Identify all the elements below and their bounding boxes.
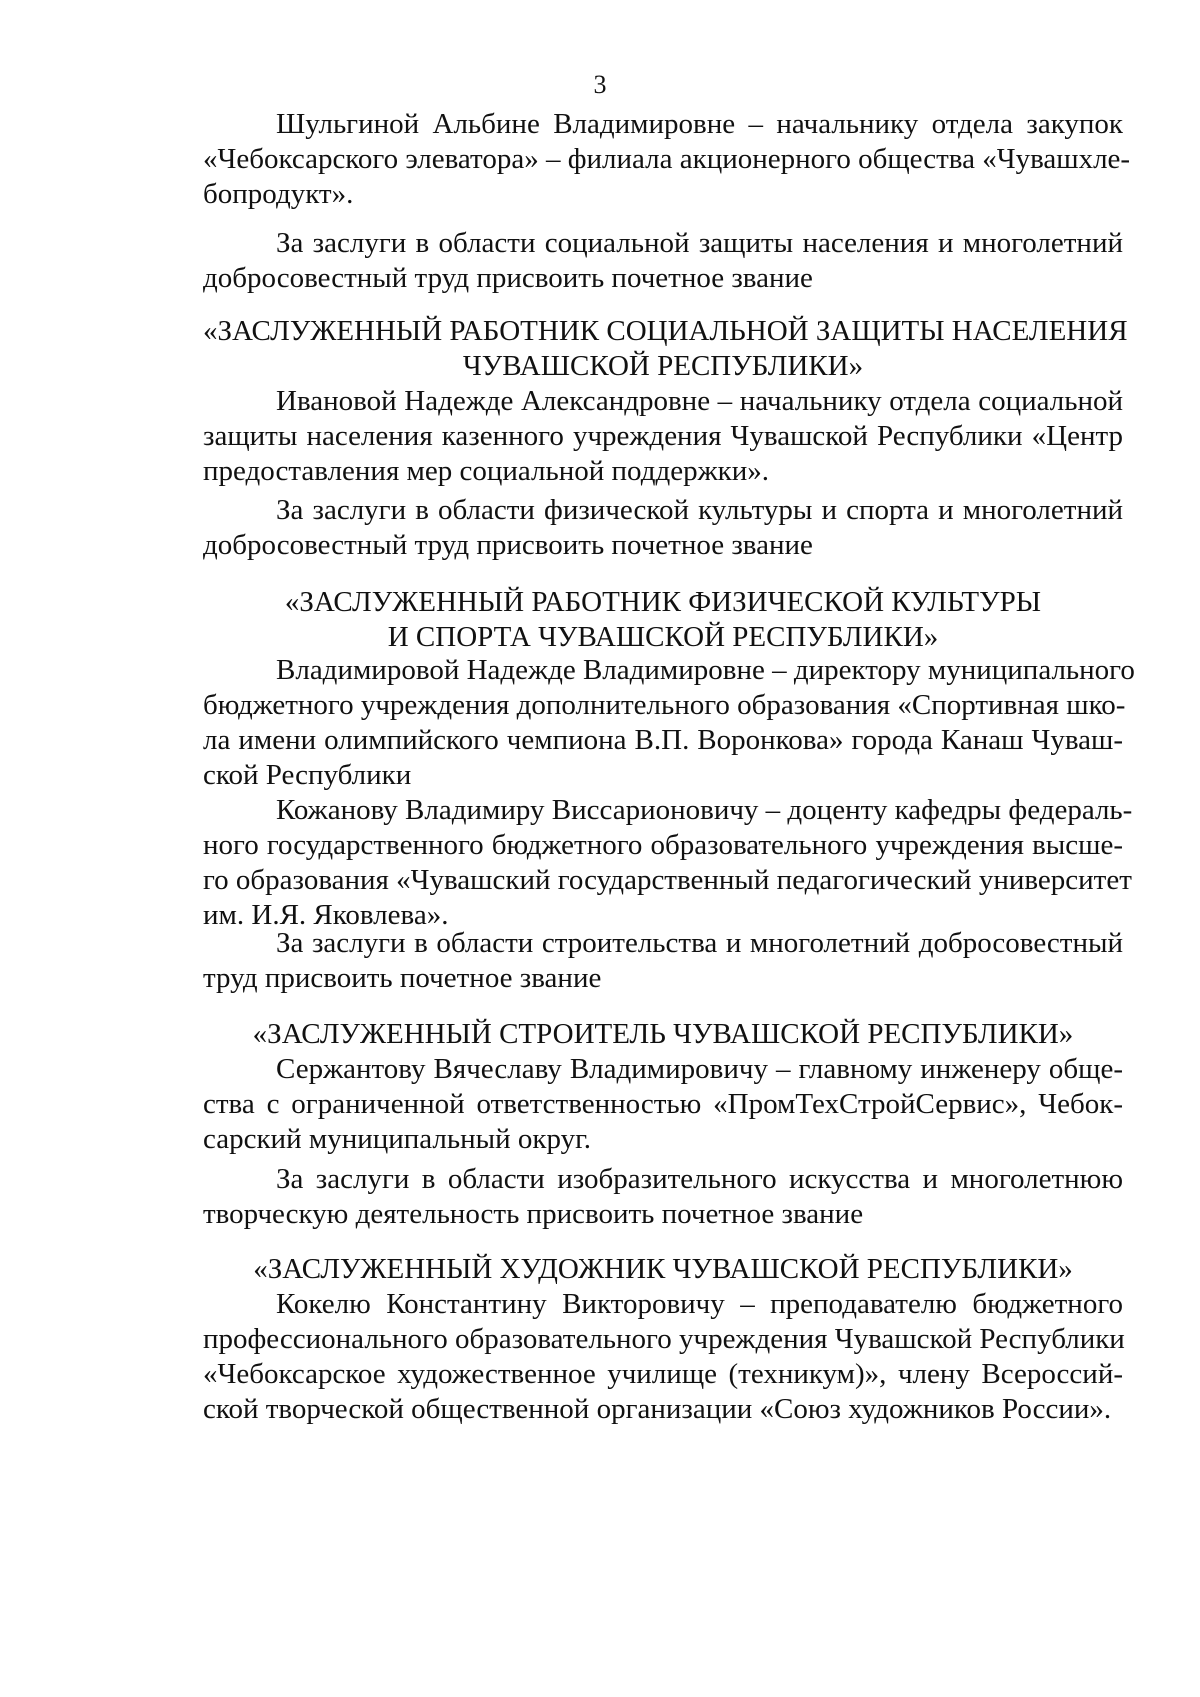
text-line: ного государственного бюджетного образовательного учреждения высше- [203, 829, 1123, 861]
text-line: защиты населения казенного учреждения Чувашской Республики «Центр [203, 420, 1123, 452]
title-line: «ЗАСЛУЖЕННЫЙ РАБОТНИК ФИЗИЧЕСКОЙ КУЛЬТУРЫ [284, 586, 1042, 618]
text-line: ства с ограниченной ответственностью «ПромТехСтройСервис», Чебок- [203, 1088, 1123, 1120]
title-line: «ЗАСЛУЖЕННЫЙ СТРОИТЕЛЬ ЧУВАШСКОЙ РЕСПУБЛИКИ» [252, 1018, 1074, 1050]
text-line: бюджетного учреждения дополнительного образования «Спортивная шко- [203, 689, 1126, 721]
paragraph-ivanova [203, 384, 1123, 489]
title-builder [203, 1017, 1123, 1052]
text-line: За заслуги в области социальной защиты населения и многолетний [276, 227, 1123, 259]
paragraph-award-intro-art [203, 1162, 1123, 1232]
title-line: И СПОРТА ЧУВАШСКОЙ РЕСПУБЛИКИ» [387, 621, 939, 653]
text-line: сарский муниципальный округ. [203, 1123, 591, 1155]
title-line: ЧУВАШСКОЙ РЕСПУБЛИКИ» [462, 350, 864, 382]
paragraph-vladimirova [203, 653, 1135, 793]
text-line: За заслуги в области изобразительного искусства и многолетнюю [276, 1163, 1123, 1195]
text-line: добросовестный труд присвоить почетное звание [203, 262, 813, 294]
paragraph-award-intro-sport [203, 493, 1123, 563]
page-number: 3 [593, 70, 607, 99]
text-line: За заслуги в области физической культуры и спорта и многолетний [276, 494, 1123, 526]
title-line: «ЗАСЛУЖЕННЫЙ РАБОТНИК СОЦИАЛЬНОЙ ЗАЩИТЫ НАСЕЛЕНИЯ [203, 315, 1128, 347]
title-artist [203, 1252, 1123, 1287]
text-line: труд присвоить почетное звание [203, 962, 602, 994]
text-line: ской Республики [203, 759, 412, 791]
text-line: Ивановой Надежде Александровне – начальнику отдела социальной [276, 385, 1123, 417]
text-line: добросовестный труд присвоить почетное звание [203, 529, 813, 561]
text-line: «Чебоксарское художественное училище (техникум)», члену Всероссий- [203, 1358, 1123, 1390]
text-line: Кожанову Владимиру Виссарионовичу – доценту кафедры федераль- [276, 794, 1133, 826]
text-line: ской творческой общественной организации «Союз художников России». [203, 1393, 1112, 1425]
text-line: им. И.Я. Яковлева». [203, 899, 449, 931]
title-sport [203, 585, 1123, 655]
paragraph-award-intro-construction [203, 926, 1123, 996]
paragraph-kokel [203, 1287, 1123, 1427]
title-social-protection [203, 314, 1128, 384]
paragraph-kozhanov [203, 793, 1133, 933]
paragraph-award-intro-social [203, 226, 1123, 296]
text-line: профессионального образовательного учреждения Чувашской Республики [203, 1323, 1125, 1355]
text-line: предоставления мер социальной поддержки». [203, 455, 769, 487]
title-line: «ЗАСЛУЖЕННЫЙ ХУДОЖНИК ЧУВАШСКОЙ РЕСПУБЛИКИ» [253, 1253, 1073, 1285]
text-line: творческую деятельность присвоить почетное звание [203, 1198, 864, 1230]
text-line: За заслуги в области строительства и многолетний добросовестный [276, 927, 1123, 959]
paragraph-shulgina [203, 107, 1131, 212]
text-line: ла имени олимпийского чемпиона В.П. Воронкова» города Канаш Чуваш- [203, 724, 1123, 756]
text-line: бопродукт». [203, 178, 354, 210]
text-line: Владимировой Надежде Владимировне – директору муниципального [276, 654, 1135, 686]
text-line: Шульгиной Альбине Владимировне – начальнику отдела закупок [276, 108, 1123, 140]
text-line: Кокелю Константину Викторовичу – преподавателю бюджетного [276, 1288, 1123, 1320]
paragraph-serzhantov [203, 1052, 1123, 1157]
text-line: го образования «Чувашский государственный педагогический университет [203, 864, 1132, 896]
text-line: Сержантову Вячеславу Владимировичу – главному инженеру обще- [276, 1053, 1123, 1085]
text-line: «Чебоксарского элеватора» – филиала акционерного общества «Чувашхле- [203, 143, 1131, 175]
